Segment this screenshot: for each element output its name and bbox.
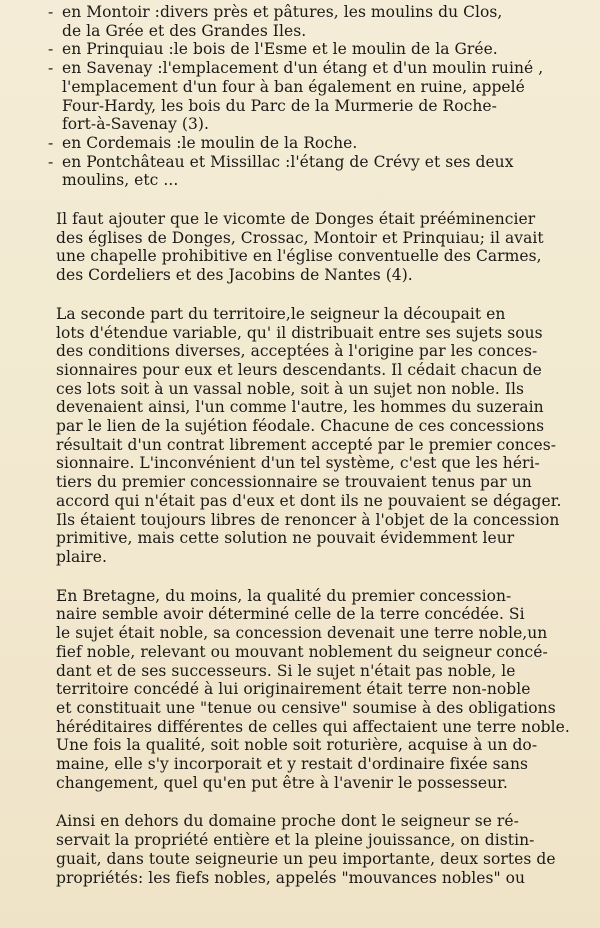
text-line: propriétés: les fiefs nobles, appelés "mouvances nobles" ou xyxy=(56,868,526,887)
list-item xyxy=(40,59,560,134)
list-item xyxy=(40,3,560,40)
text-line: - en Cordemais :le moulin de la Roche. xyxy=(62,133,358,152)
text-line: Ainsi en dehors du domaine proche dont le seigneur se ré- xyxy=(56,812,519,831)
property-list xyxy=(40,3,560,190)
text-line: une chapelle prohibitive en l'église conventuelle des Carmes, xyxy=(56,247,542,266)
text-line: lots d'étendue variable, qu' il distribuait entre ses sujets sous xyxy=(56,323,543,342)
document-text xyxy=(40,3,570,907)
text-line: - en Prinquiau :le bois de l'Esme et le moulin de la Grée. xyxy=(62,40,498,59)
text-line: servait la propriété entière et la pleine jouissance, on distin- xyxy=(56,831,535,850)
text-line: En Bretagne, du moins, la qualité du premier concession- xyxy=(56,586,512,605)
text-line: fief noble, relevant ou mouvant noblement du seigneur concé- xyxy=(56,642,548,661)
list-item xyxy=(40,40,560,59)
text-line: des Cordeliers et des Jacobins de Nantes (4). xyxy=(56,266,413,285)
text-line: par le lien de la sujétion féodale. Chacune de ces concessions xyxy=(56,417,545,436)
text-line: devenaient ainsi, l'un comme l'autre, les hommes du suzerain xyxy=(56,398,544,417)
paragraph xyxy=(40,586,570,793)
text-line: - en Savenay :l'emplacement d'un étang et d'un moulin ruiné , xyxy=(62,59,544,78)
text-line: des conditions diverses, acceptées à l'origine par les conces- xyxy=(56,342,538,361)
text-line: Une fois la qualité, soit noble soit roturière, acquise à un do- xyxy=(56,736,538,755)
text-line: fort-à-Savenay (3). xyxy=(62,115,209,134)
text-line: Four-Hardy, les bois du Parc de la Murmerie de Roche- xyxy=(62,96,497,115)
text-line: maine, elle s'y incorporait et y restait d'ordinaire fixée sans xyxy=(56,755,528,774)
text-line: Ils étaient toujours libres de renoncer à l'objet de la concession xyxy=(56,510,560,529)
text-line: tiers du premier concessionnaire se trouvaient tenus par un xyxy=(56,473,532,492)
text-line: plaire. xyxy=(56,547,107,566)
text-line: sionnaire. L'inconvénient d'un tel système, c'est que les héri- xyxy=(56,454,540,473)
text-line: territoire concédé à lui originairement était terre non-noble xyxy=(56,680,531,699)
text-line: accord qui n'était pas d'eux et dont ils ne pouvaient se dégager. xyxy=(56,491,562,510)
list-item xyxy=(40,134,560,153)
text-line: de la Grée et des Grandes Iles. xyxy=(62,21,307,40)
text-line: ces lots soit à un vassal noble, soit à un sujet non noble. Ils xyxy=(56,379,525,398)
text-line: résultait d'un contrat librement accepté par le premier conces- xyxy=(56,435,557,454)
text-line: changement, quel qu'en put être à l'avenir le possesseur. xyxy=(56,773,508,792)
list-item xyxy=(40,153,560,190)
paragraph xyxy=(40,210,560,285)
text-line: - en Montoir :divers près et pâtures, les moulins du Clos, xyxy=(62,3,503,21)
text-line: et constituait une "tenue ou censive" soumise à des obligations xyxy=(56,698,556,717)
paragraph xyxy=(40,812,560,887)
paragraph xyxy=(40,305,560,567)
text-line: des églises de Donges, Crossac, Montoir et Prinquiau; il avait xyxy=(56,228,544,247)
text-line: Il faut ajouter que le vicomte de Donges était prééminencier xyxy=(56,210,536,229)
text-line: - en Pontchâteau et Missillac :l'étang de Crévy et ses deux xyxy=(62,152,514,171)
text-line: l'emplacement d'un four à ban également en ruine, appelé xyxy=(62,77,525,96)
text-line: sionnaires pour eux et leurs descendants. Il cédait chacun de xyxy=(56,360,542,379)
text-line: le sujet était noble, sa concession devenait une terre noble,un xyxy=(56,624,548,643)
text-line: guait, dans toute seigneurie un peu importante, deux sortes de xyxy=(56,849,556,868)
text-line: primitive, mais cette solution ne pouvait évidemment leur xyxy=(56,529,515,548)
text-line: dant et de ses successeurs. Si le sujet n'était pas noble, le xyxy=(56,661,516,680)
text-line: naire semble avoir déterminé celle de la terre concédée. Si xyxy=(56,605,525,624)
text-line: héréditaires différentes de celles qui affectaient une terre noble. xyxy=(56,717,570,736)
text-line: La seconde part du territoire,le seigneur la découpait en xyxy=(56,304,506,323)
text-line: moulins, etc ... xyxy=(62,171,179,190)
